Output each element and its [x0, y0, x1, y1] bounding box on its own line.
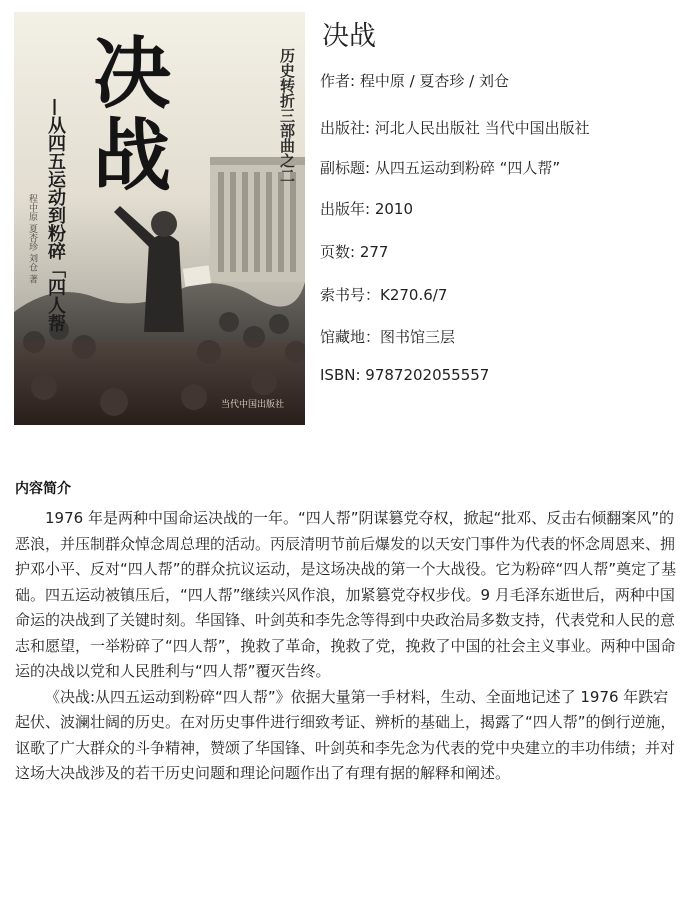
cover-title: 决战: [80, 32, 171, 196]
meta-subtitle: 副标题: 从四五运动到粉碎 “四人帮”: [320, 159, 561, 177]
meta-pages: 页数: 277: [320, 243, 389, 261]
cover-subtitle: —从四五运动到粉碎「四人帮: [45, 98, 66, 332]
book-title: 决战: [322, 21, 376, 52]
meta-location: 馆藏地：图书馆三层: [320, 328, 456, 346]
book-cover-image: [14, 12, 305, 425]
cover-publisher: 当代中国出版社: [221, 400, 285, 410]
meta-isbn: ISBN: 9787202055557: [320, 366, 490, 384]
meta-author: 作者: 程中原 / 夏杏珍 / 刘仓: [320, 72, 510, 90]
description-body: [15, 506, 683, 787]
meta-publish-year: 出版年: 2010: [320, 200, 413, 218]
description-paragraph: 1976 年是两种中国命运决战的一年。“四人帮”阴谋篡党夺权，掀起“批邓、反击右倾翻案风”的恶浪，并压制群众悼念周总理的活动。丙辰清明节前后爆发的以天安门事件为代表的怀念周恩来、拥护邓小平、反对“四人帮”的群众抗议运动，是这场决战的第一个大战役。它为粉碎“四人帮”奠定了基础。四五运动被镇压后，“四人帮”继续兴风作浪，加紧篡党夺权步伐。9 月毛泽东逝世后，两种中国命运的决战到了关键时刻。华国锋、叶剑英和李先念等得到中央政治局多数支持，代表党和人民的意志和愿望，一举粉碎了“四人帮”，挽救了革命，挽救了党，挽救了中国的社会主义事业。两种中国命运的决战以党和人民胜利与“四人帮”覆灭告终。: [15, 509, 677, 680]
cover-series-label: 历史转折三部曲之二: [278, 48, 296, 183]
cover-authors: 程中原 夏杏珍 刘仓 著: [27, 194, 37, 284]
description-heading: 内容简介: [15, 481, 71, 497]
meta-publisher: 出版社: 河北人民出版社 当代中国出版社: [320, 119, 590, 137]
description-paragraph: 《决战:从四五运动到粉碎“四人帮”》依据大量第一手材料，生动、全面地记述了 1976 年跌宕起伏、波澜壮阔的历史。在对历史事件进行细致考证、辨析的基础上，揭露了“四人帮”的倒行逆施，讴歌了广大群众的斗争精神，赞颂了华国锋、叶剑英和李先念为代表的党中央建立的丰功伟绩；并对这场大决战涉及的若干历史问题和理论问题作出了有理有据的解释和阐述。: [15, 687, 676, 782]
meta-call-number: 索书号：K270.6/7: [320, 286, 448, 304]
